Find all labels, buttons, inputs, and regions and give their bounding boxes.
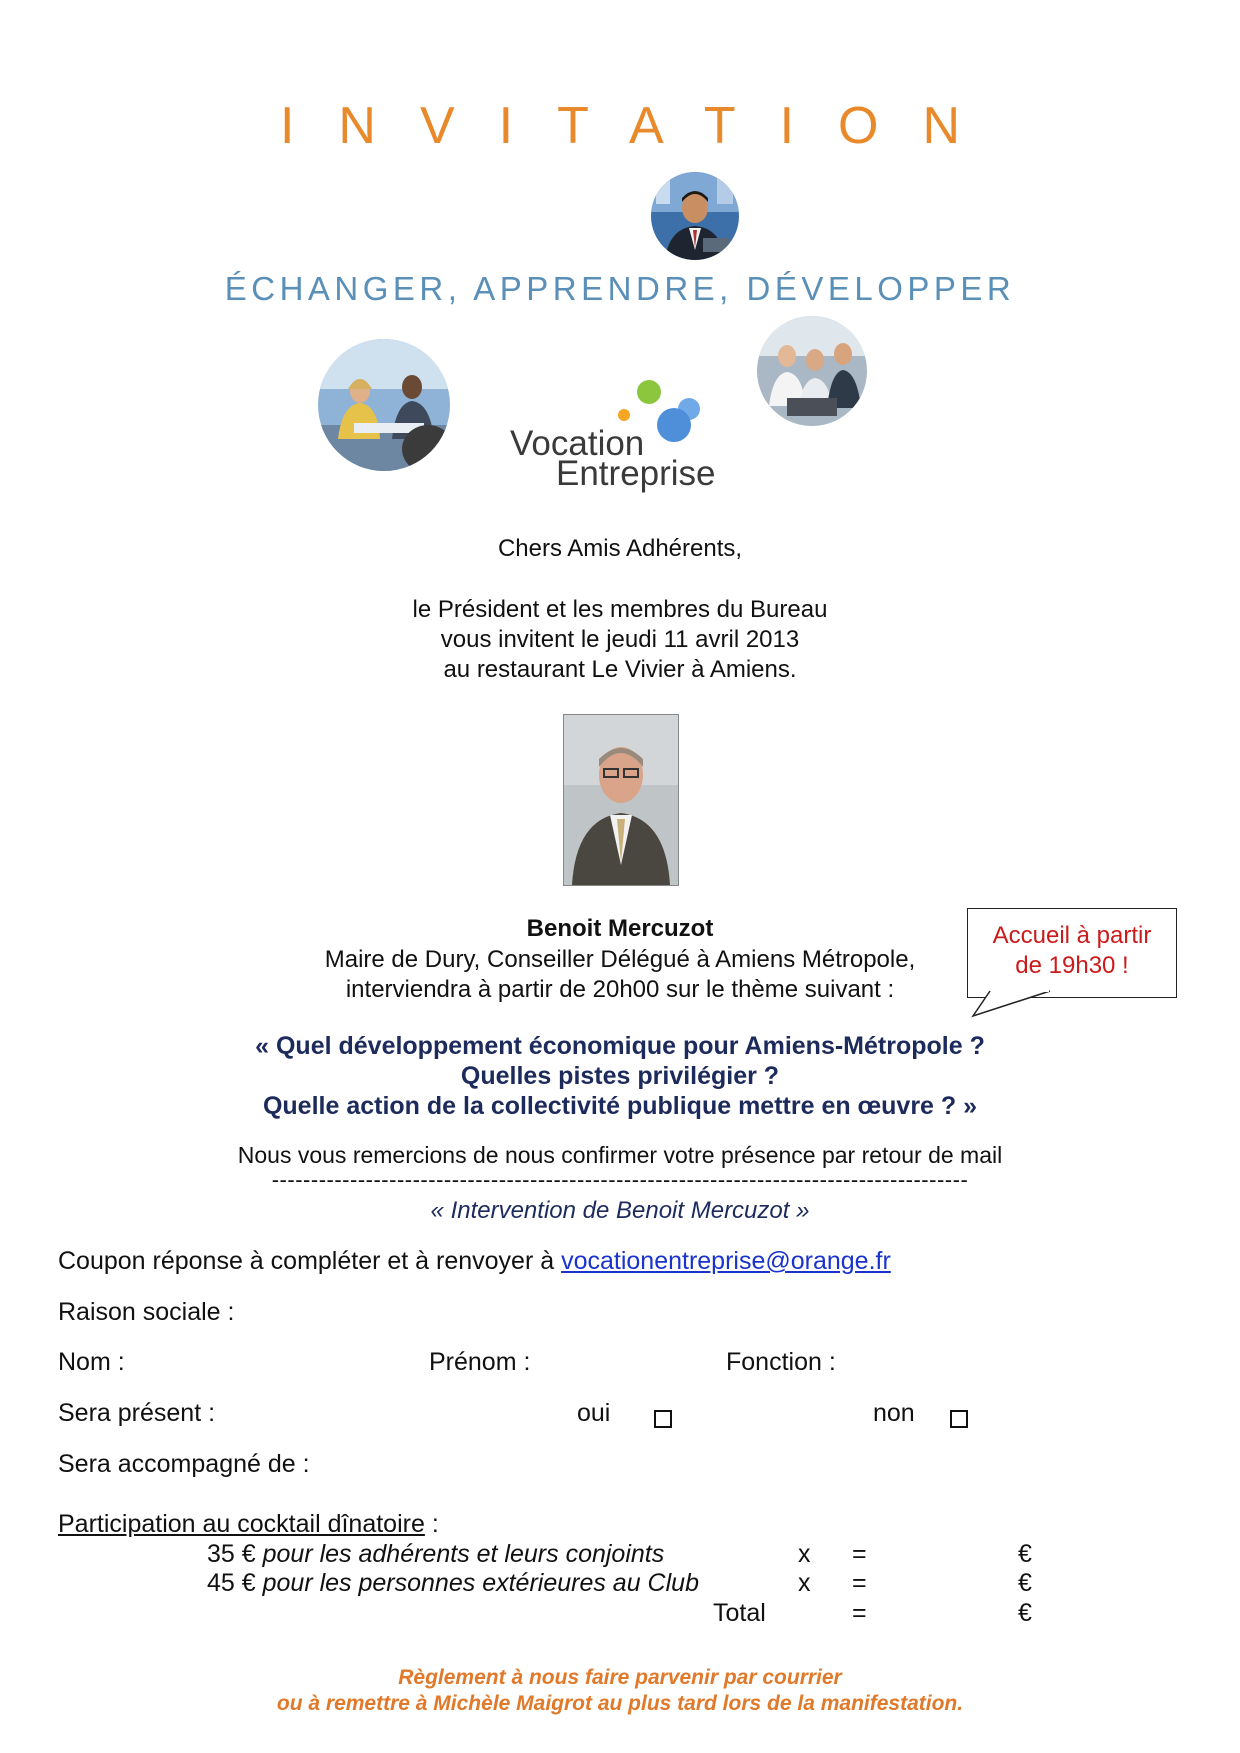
oui-checkbox[interactable] (654, 1410, 672, 1428)
speaker-name: Benoit Mercuzot (526, 915, 714, 942)
intro-line1: le Président et les membres du Bureau (412, 596, 828, 623)
speaker-topic-intro: interviendra à partir de 20h00 sur le thème suivant : (345, 976, 895, 1003)
separator-line: ----------------------------------------------------------------------------------------- (271, 1167, 969, 1192)
present-label: Sera présent : (58, 1399, 216, 1427)
logo-line2: Entreprise (556, 454, 716, 493)
coupon-email-link[interactable]: vocationentreprise@orange.fr (561, 1247, 891, 1275)
footer-line1: Règlement à nous faire parvenir par courrier (398, 1666, 842, 1689)
row1-x: x (798, 1540, 811, 1568)
coupon-line (58, 1247, 891, 1276)
question-3: Quelle action de la collectivité publique mettre en œuvre ? » (262, 1092, 978, 1120)
row2-euro: € (1018, 1569, 1032, 1597)
callout-tail-icon (970, 990, 1060, 1020)
photo-businessman (651, 172, 739, 260)
participation-heading (58, 1510, 439, 1539)
total-euro: € (1018, 1599, 1032, 1627)
confirm-text: Nous vous remercions de nous confirmer votre présence par retour de mail (237, 1142, 1003, 1168)
row1-eq: = (852, 1540, 867, 1568)
total-eq: = (852, 1599, 867, 1627)
footer-line2: ou à remettre à Michèle Maigrot au plus tard lors de la manifestation. (276, 1692, 964, 1715)
photo-meeting (318, 339, 450, 471)
logo-line1: Vocation (510, 424, 645, 463)
logo-vocation-entreprise (510, 378, 730, 498)
prenom-label: Prénom : (429, 1348, 531, 1376)
callout-welcome (967, 908, 1177, 998)
non-checkbox[interactable] (950, 1410, 968, 1428)
question-2: Quelles pistes privilégier ? (460, 1062, 780, 1090)
photo-team (757, 316, 867, 426)
coupon-text: Coupon réponse à compléter et à renvoyer à (58, 1247, 562, 1275)
price-row-members (207, 1540, 664, 1569)
participation-label: Participation au cocktail dînatoire (58, 1510, 425, 1538)
non-label: non (873, 1399, 915, 1427)
intro-line2: vous invitent le jeudi 11 avril 2013 (440, 626, 800, 653)
oui-label: oui (577, 1399, 611, 1427)
price-external: 45 € (207, 1569, 263, 1597)
accompagne-label: Sera accompagné de : (58, 1450, 310, 1478)
intervention-title: « Intervention de Benoit Mercuzot » (430, 1197, 810, 1224)
price-external-desc: pour les personnes extérieures au Club (262, 1569, 699, 1597)
speaker-portrait (563, 714, 679, 886)
invitation-title: INVITATION (279, 97, 1005, 155)
greeting: Chers Amis Adhérents, (497, 535, 743, 562)
speaker-role: Maire de Dury, Conseiller Délégué à Amiens Métropole, (324, 946, 916, 973)
price-row-external (207, 1569, 699, 1598)
raison-sociale-label: Raison sociale : (58, 1298, 235, 1326)
intro-line3: au restaurant Le Vivier à Amiens. (443, 656, 797, 683)
slogan: ÉCHANGER, APPRENDRE, DÉVELOPPER (224, 270, 1016, 307)
row2-eq: = (852, 1569, 867, 1597)
price-members-desc: pour les adhérents et leurs conjoints (262, 1540, 665, 1568)
nom-label: Nom : (58, 1348, 125, 1376)
callout-line1: Accueil à partir (992, 922, 1152, 949)
price-members: 35 € (207, 1540, 263, 1568)
fonction-label: Fonction : (726, 1348, 836, 1376)
callout-line2: de 19h30 ! (1015, 952, 1129, 979)
question-1: « Quel développement économique pour Amiens-Métropole ? (255, 1032, 985, 1060)
row1-euro: € (1018, 1540, 1032, 1568)
row2-x: x (798, 1569, 811, 1597)
total-label: Total (713, 1599, 766, 1627)
participation-colon: : (424, 1510, 439, 1538)
